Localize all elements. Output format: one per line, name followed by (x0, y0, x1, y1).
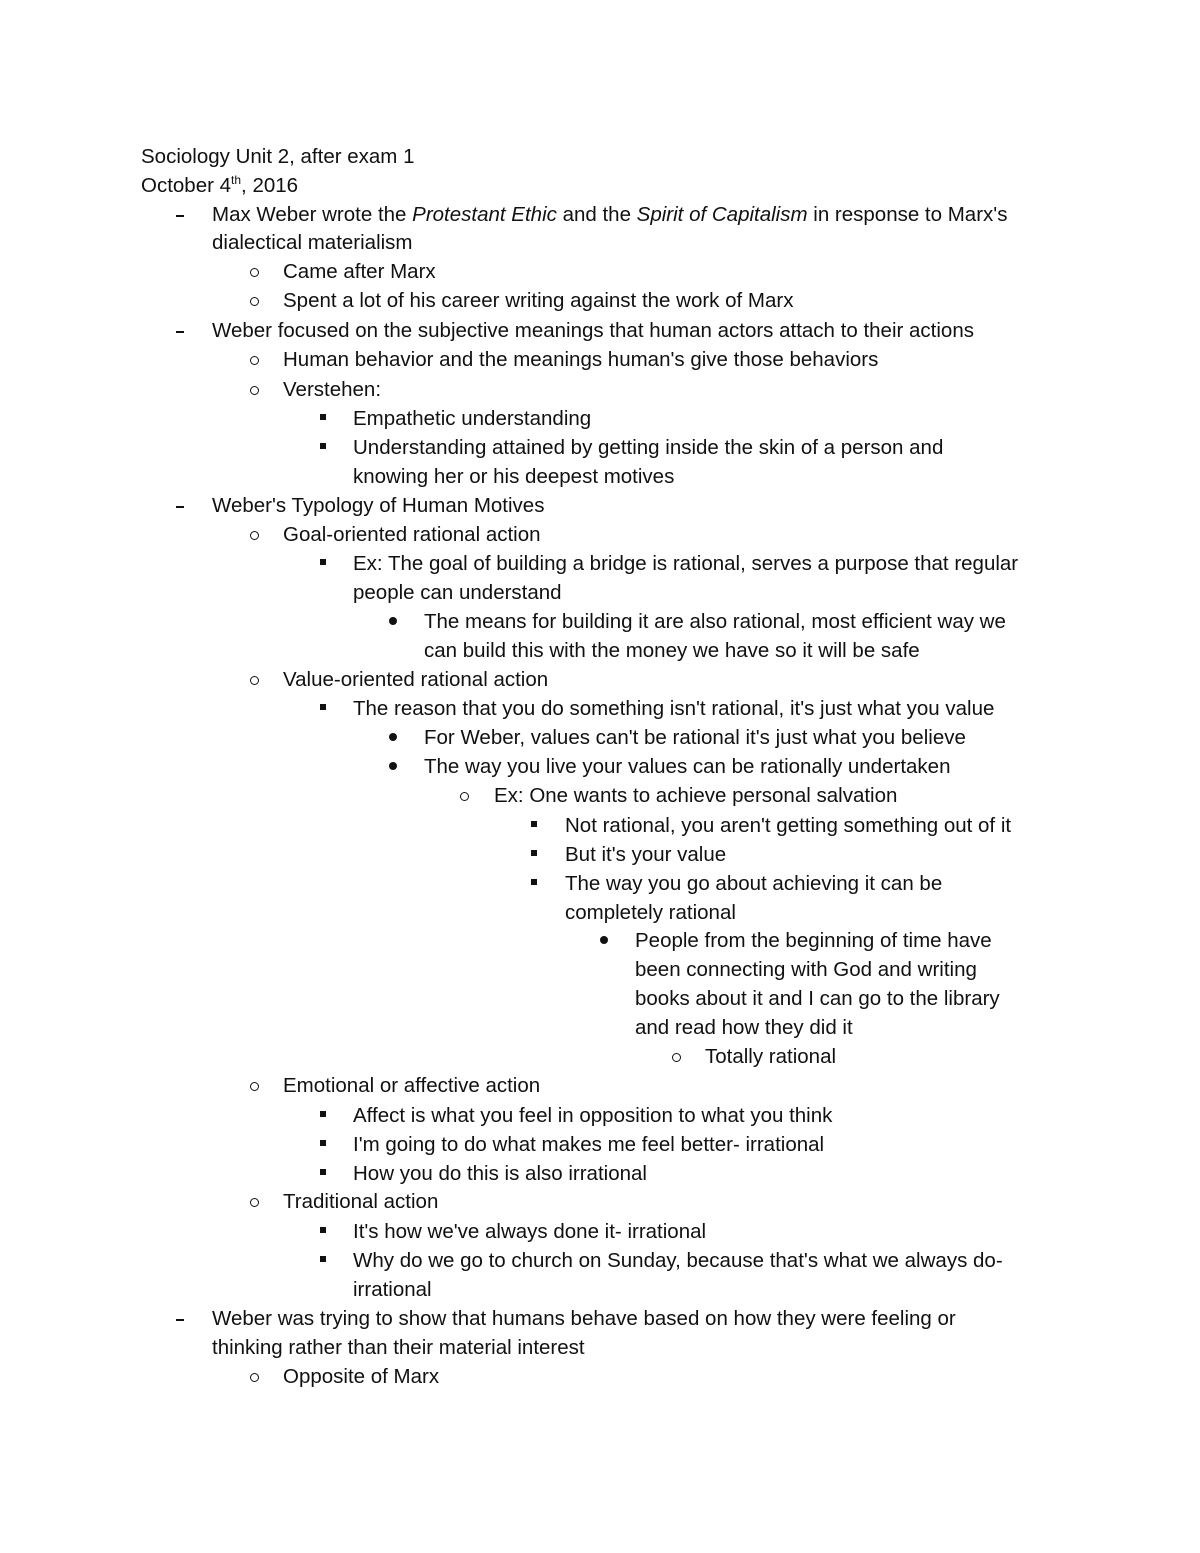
note-line: Affect is what you feel in opposition to what you think (353, 1104, 833, 1127)
note-line: Max Weber wrote the Protestant Ethic and the Spirit of Capitalism in response to Marx's (212, 203, 1008, 226)
note-line: Not rational, you aren't getting something out of it (565, 814, 1012, 837)
circle-bullet (250, 356, 259, 365)
note-line: Emotional or affective action (283, 1074, 541, 1097)
circle-bullet (250, 531, 259, 540)
note-line: People from the beginning of time have (635, 929, 992, 952)
dash-bullet (176, 331, 184, 333)
note-line: thinking rather than their material interest (212, 1336, 585, 1359)
note-line: irrational (353, 1278, 432, 1301)
note-line: Weber was trying to show that humans behave based on how they were feeling or (212, 1307, 956, 1330)
round-bullet (389, 762, 397, 770)
square-bullet (531, 821, 537, 827)
square-bullet (320, 559, 326, 565)
note-line: dialectical materialism (212, 231, 413, 254)
note-line: But it's your value (565, 843, 727, 866)
square-bullet (531, 850, 537, 856)
note-line: The means for building it are also rational, most efficient way we (424, 610, 1006, 633)
note-line: Human behavior and the meanings human's give those behaviors (283, 348, 879, 371)
note-line: Ex: The goal of building a bridge is rational, serves a purpose that regular (353, 552, 1019, 575)
note-line: can build this with the money we have so it will be safe (424, 639, 920, 662)
note-line: completely rational (565, 901, 736, 924)
square-bullet (320, 1256, 326, 1262)
note-line: How you do this is also irrational (353, 1162, 647, 1185)
note-line: Understanding attained by getting inside the skin of a person and (353, 436, 944, 459)
note-line: Came after Marx (283, 260, 436, 283)
note-line: The way you live your values can be rationally undertaken (424, 755, 951, 778)
document-title: Sociology Unit 2, after exam 1 (141, 145, 415, 168)
note-line: Traditional action (283, 1190, 439, 1213)
round-bullet (600, 936, 608, 944)
dash-bullet (176, 506, 184, 508)
square-bullet (320, 1169, 326, 1175)
note-line: Weber's Typology of Human Motives (212, 494, 545, 517)
note-line: Why do we go to church on Sunday, because that's what we always do- (353, 1249, 1003, 1272)
document-date: October 4th, 2016 (141, 173, 299, 197)
note-line: I'm going to do what makes me feel better- irrational (353, 1133, 825, 1156)
circle-bullet (250, 268, 259, 277)
note-line: Goal-oriented rational action (283, 523, 541, 546)
note-line: been connecting with God and writing (635, 958, 977, 981)
note-line: and read how they did it (635, 1016, 853, 1039)
note-line: Ex: One wants to achieve personal salvation (494, 784, 898, 807)
note-line: Opposite of Marx (283, 1365, 440, 1388)
circle-bullet (250, 1198, 259, 1207)
square-bullet (320, 443, 326, 449)
circle-bullet (250, 386, 259, 395)
dash-bullet (176, 1319, 184, 1321)
dash-bullet (176, 215, 184, 217)
circle-bullet (672, 1053, 681, 1062)
note-line: Verstehen: (283, 378, 382, 401)
note-line: Value-oriented rational action (283, 668, 549, 691)
circle-bullet (250, 676, 259, 685)
round-bullet (389, 617, 397, 625)
square-bullet (531, 879, 537, 885)
note-line: knowing her or his deepest motives (353, 465, 675, 488)
square-bullet (320, 414, 326, 420)
note-line: Weber focused on the subjective meanings that human actors attach to their actions (212, 319, 974, 342)
square-bullet (320, 704, 326, 710)
circle-bullet (250, 297, 259, 306)
note-line: The way you go about achieving it can be (565, 872, 943, 895)
note-line: books about it and I can go to the library (635, 987, 1000, 1010)
note-line: It's how we've always done it- irrational (353, 1220, 707, 1243)
circle-bullet (460, 792, 469, 801)
note-line: The reason that you do something isn't rational, it's just what you value (353, 697, 995, 720)
round-bullet (389, 733, 397, 741)
note-line: people can understand (353, 581, 562, 604)
note-line: Empathetic understanding (353, 407, 592, 430)
note-line: For Weber, values can't be rational it's just what you believe (424, 726, 966, 749)
circle-bullet (250, 1082, 259, 1091)
square-bullet (320, 1140, 326, 1146)
square-bullet (320, 1227, 326, 1233)
note-line: Totally rational (705, 1045, 837, 1068)
square-bullet (320, 1111, 326, 1117)
note-line: Spent a lot of his career writing against the work of Marx (283, 289, 794, 312)
circle-bullet (250, 1373, 259, 1382)
